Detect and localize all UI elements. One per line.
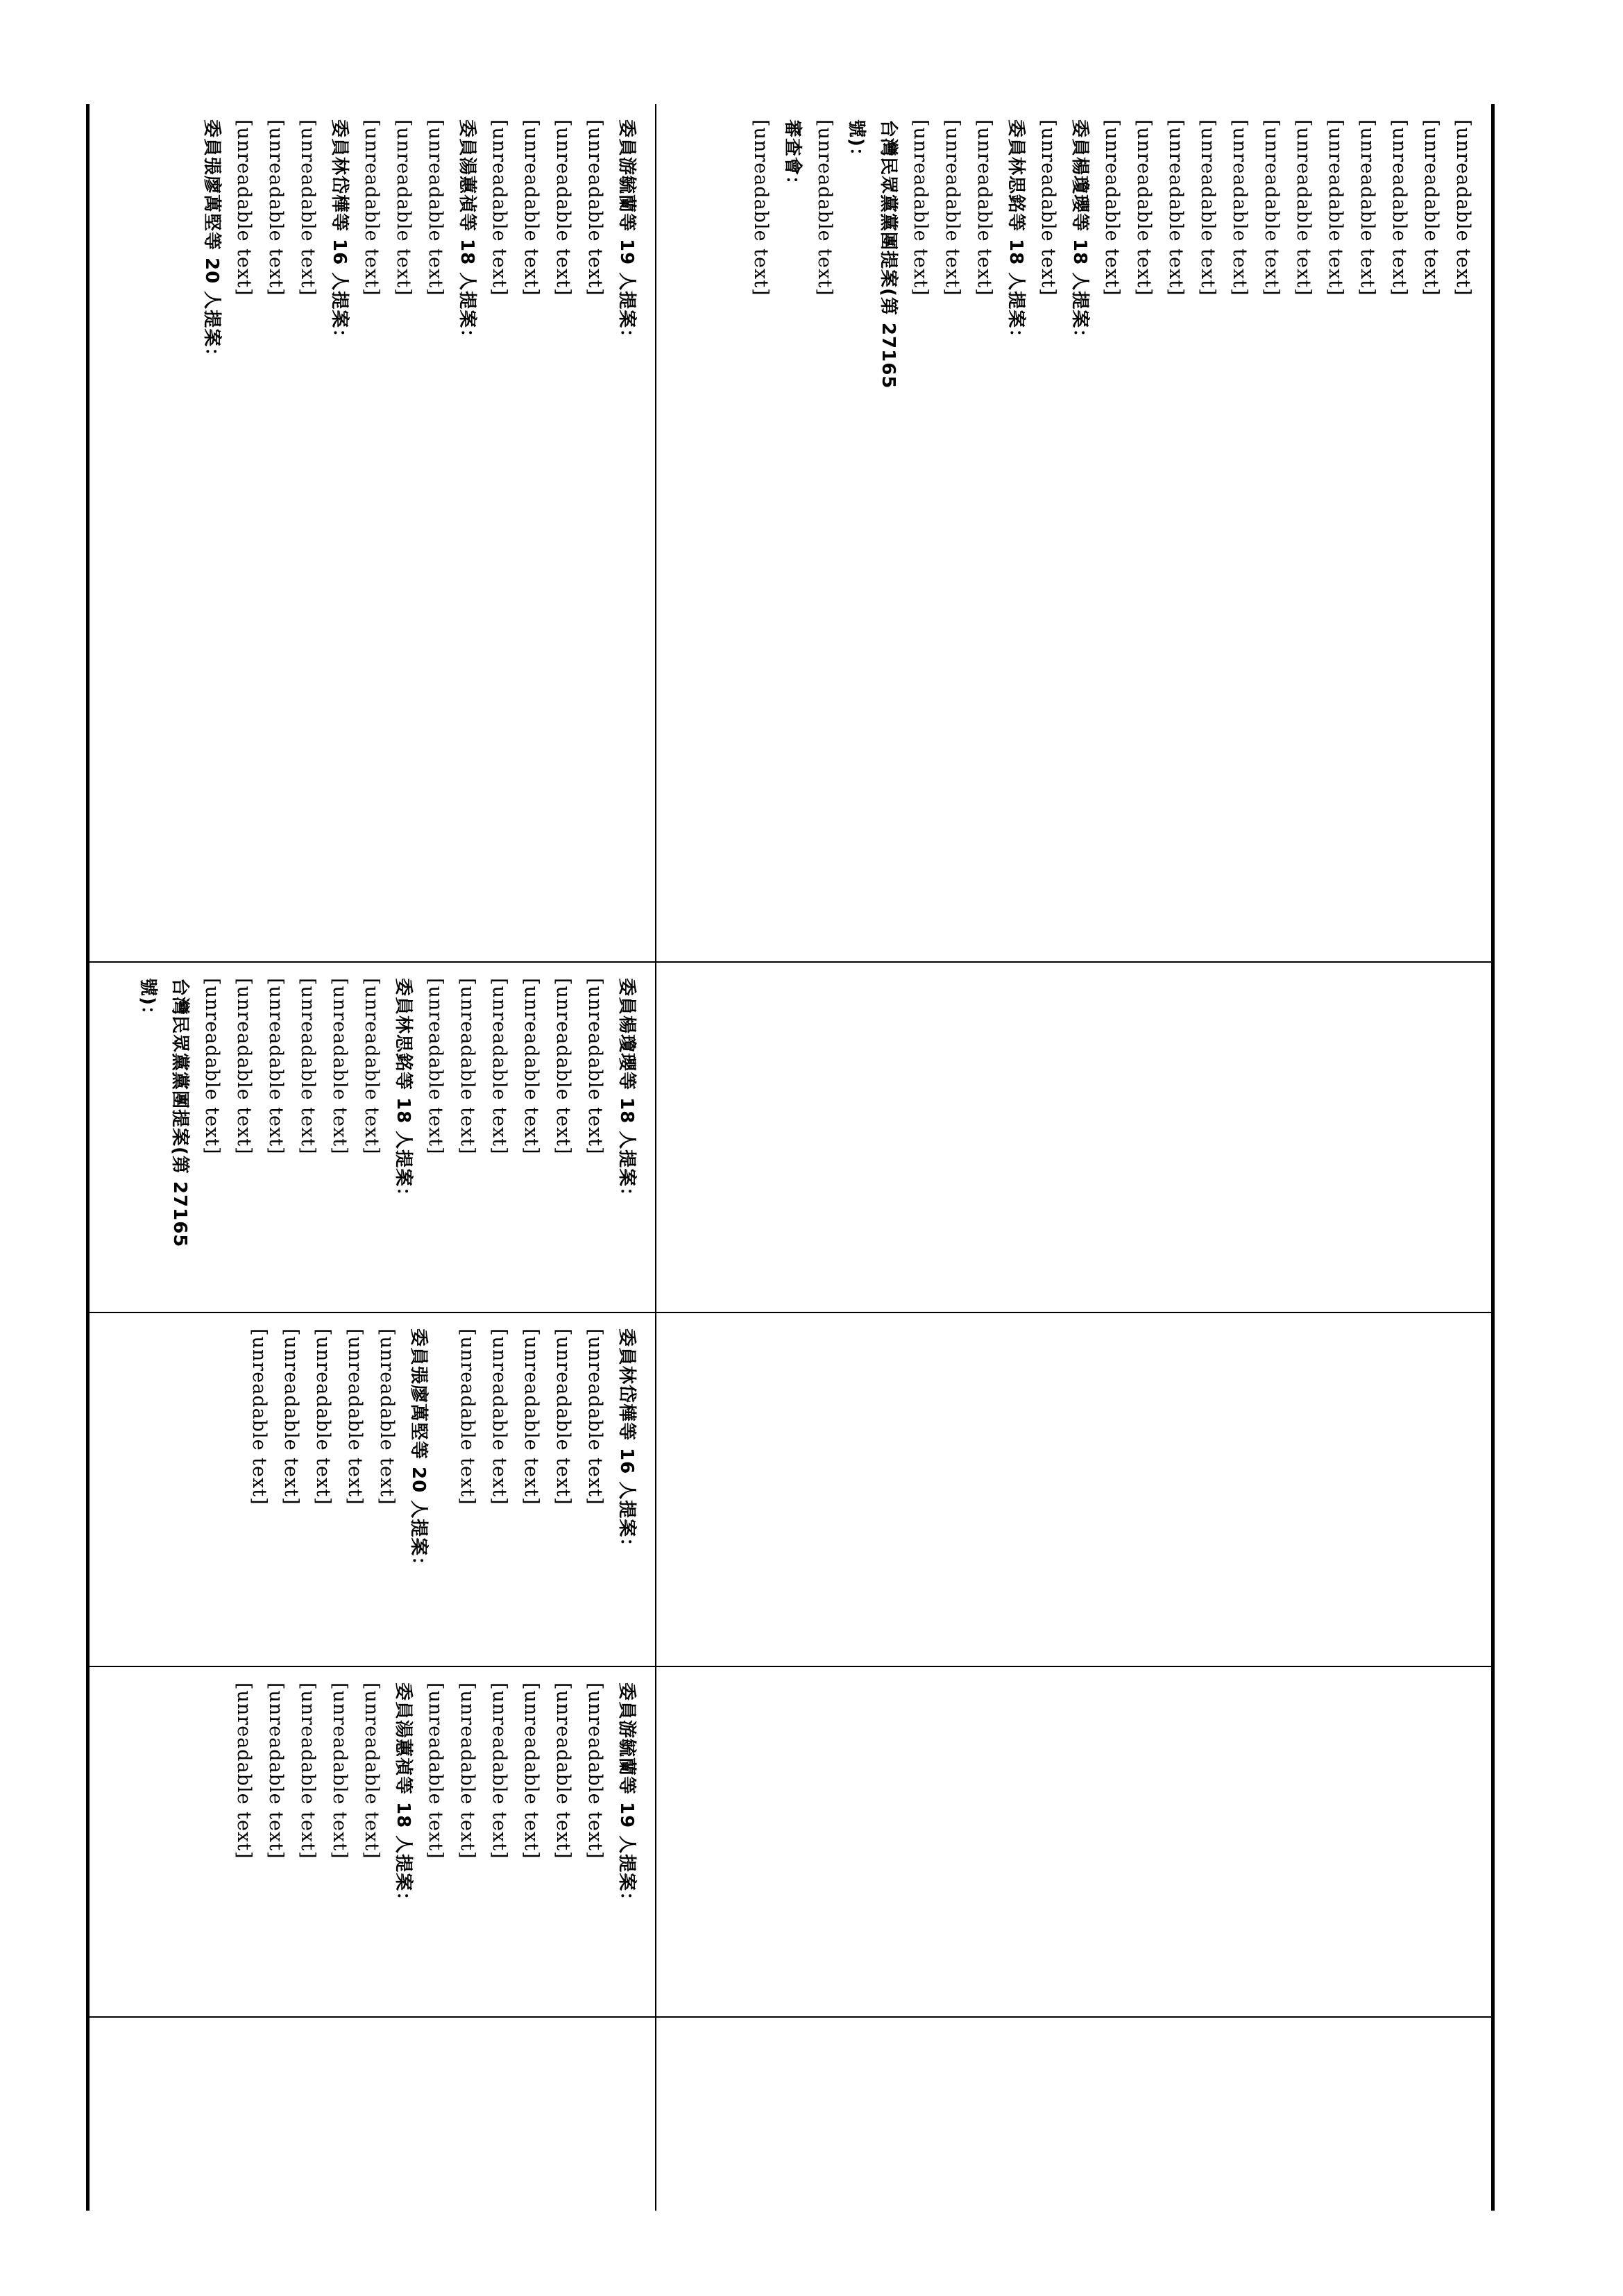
text-line: [unreadable text] [942,119,963,296]
text-line: [unreadable text] [280,1328,302,1505]
text-line: [unreadable text] [233,1682,255,1859]
text-line: [unreadable text] [425,978,446,1155]
text-line: [unreadable text] [1037,119,1059,296]
text-line: [unreadable text] [457,1682,478,1859]
text-line: [unreadable text] [297,978,318,1155]
top-cell-4 [656,1666,1491,2016]
text-line: [unreadable text] [910,119,931,296]
proposal-heading: 委員湯蕙禎等 18 人提案： [457,119,477,348]
text-line: [unreadable text] [488,119,510,296]
text-line: [unreadable text] [265,978,287,1155]
text-line: [unreadable text] [265,119,287,296]
bottom-cell-5 [90,2016,655,2207]
top-cell-5 [656,2016,1491,2207]
text-line: [unreadable text] [520,978,542,1155]
text-line: [unreadable text] [361,1682,382,1859]
table-row-bottom [90,104,655,2211]
text-line: [unreadable text] [457,1328,478,1505]
text-line: [unreadable text] [457,978,478,1155]
proposal-heading: 委員湯蕙禎等 18 人提案： [393,1682,414,1911]
text-line: [unreadable text] [584,978,606,1155]
proposal-heading: 委員林思銘等 18 人提案： [393,978,414,1206]
text-line: [unreadable text] [297,1682,318,1859]
text-line: [unreadable text] [425,1682,446,1859]
text-line: [unreadable text] [248,1328,270,1505]
text-line: [unreadable text] [344,1328,366,1505]
top-cell-1 [656,104,1491,961]
text-line: [unreadable text] [488,978,510,1155]
proposal-heading: 台灣民眾黨黨團提案(第 27165 [169,978,190,1248]
text-line: [unreadable text] [488,1682,510,1859]
proposal-heading: 委員楊瓊瓔等 18 人提案： [616,978,637,1206]
proposal-heading: 委員林思銘等 18 人提案： [1005,119,1026,348]
text-line: [unreadable text] [312,1328,334,1505]
text-line: [unreadable text] [552,1328,574,1505]
proposal-heading: 委員林岱樺等 16 人提案： [329,119,350,348]
text-line [434,1328,451,1651]
text-line: [unreadable text] [1388,119,1410,296]
text-line: [unreadable text] [376,1328,398,1505]
text-line: [unreadable text] [1420,119,1442,296]
text-line: [unreadable text] [552,978,574,1155]
text-line: [unreadable text] [520,1682,542,1859]
proposal-heading: 審查會： [782,119,803,195]
text-line: [unreadable text] [361,119,382,296]
text-line: [unreadable text] [584,1682,606,1859]
text-line: [unreadable text] [1229,119,1250,296]
text-line: [unreadable text] [361,978,382,1155]
text-line: [unreadable text] [750,119,772,296]
proposal-heading: 台灣民眾黨黨團提案(第 27165 [878,119,899,389]
text-line: [unreadable text] [425,119,446,296]
text-line: [unreadable text] [974,119,995,296]
text-line: [unreadable text] [1165,119,1187,296]
text-line: [unreadable text] [1197,119,1218,296]
bottom-cell-2 [90,961,655,1312]
proposal-heading: 委員張廖萬堅等 20 人提案： [201,119,222,366]
bottom-cell-3 [90,1312,655,1666]
text-line: [unreadable text] [1261,119,1282,296]
text-line: [unreadable text] [814,119,835,296]
proposal-heading: 號)： [846,119,867,166]
text-line: [unreadable text] [1133,119,1155,296]
text-line: [unreadable text] [520,1328,542,1505]
text-line: [unreadable text] [520,119,542,296]
proposal-heading: 委員楊瓊瓔等 18 人提案： [1069,119,1090,348]
proposal-heading: 委員張廖萬堅等 20 人提案： [408,1328,429,1576]
proposal-heading: 委員林岱樺等 16 人提案： [616,1328,637,1557]
top-cell-3 [656,1312,1491,1666]
text-line: [unreadable text] [233,978,255,1155]
table-row-top [655,104,1491,2211]
text-line: [unreadable text] [1357,119,1378,296]
text-line: [unreadable text] [552,119,574,296]
proposal-heading: 委員游毓蘭等 19 人提案： [616,1682,637,1911]
text-line: [unreadable text] [329,978,350,1155]
text-line: [unreadable text] [329,1682,350,1859]
proposal-heading: 號)： [137,978,158,1024]
comparison-table [86,104,1495,2211]
text-line: [unreadable text] [1293,119,1314,296]
proposal-heading: 委員游毓蘭等 19 人提案： [616,119,637,348]
text-line: [unreadable text] [584,1328,606,1505]
bottom-cell-4 [90,1666,655,2016]
text-line: [unreadable text] [1101,119,1123,296]
text-line: [unreadable text] [552,1682,574,1859]
text-line: [unreadable text] [1325,119,1346,296]
text-line: [unreadable text] [201,978,223,1155]
text-line: [unreadable text] [488,1328,510,1505]
text-line: [unreadable text] [233,119,255,296]
text-line: [unreadable text] [265,1682,287,1859]
text-line: [unreadable text] [1452,119,1474,296]
text-line: [unreadable text] [297,119,318,296]
bottom-cell-1 [90,104,655,961]
top-cell-2 [656,961,1491,1312]
text-line: [unreadable text] [393,119,414,296]
text-line: [unreadable text] [584,119,606,296]
